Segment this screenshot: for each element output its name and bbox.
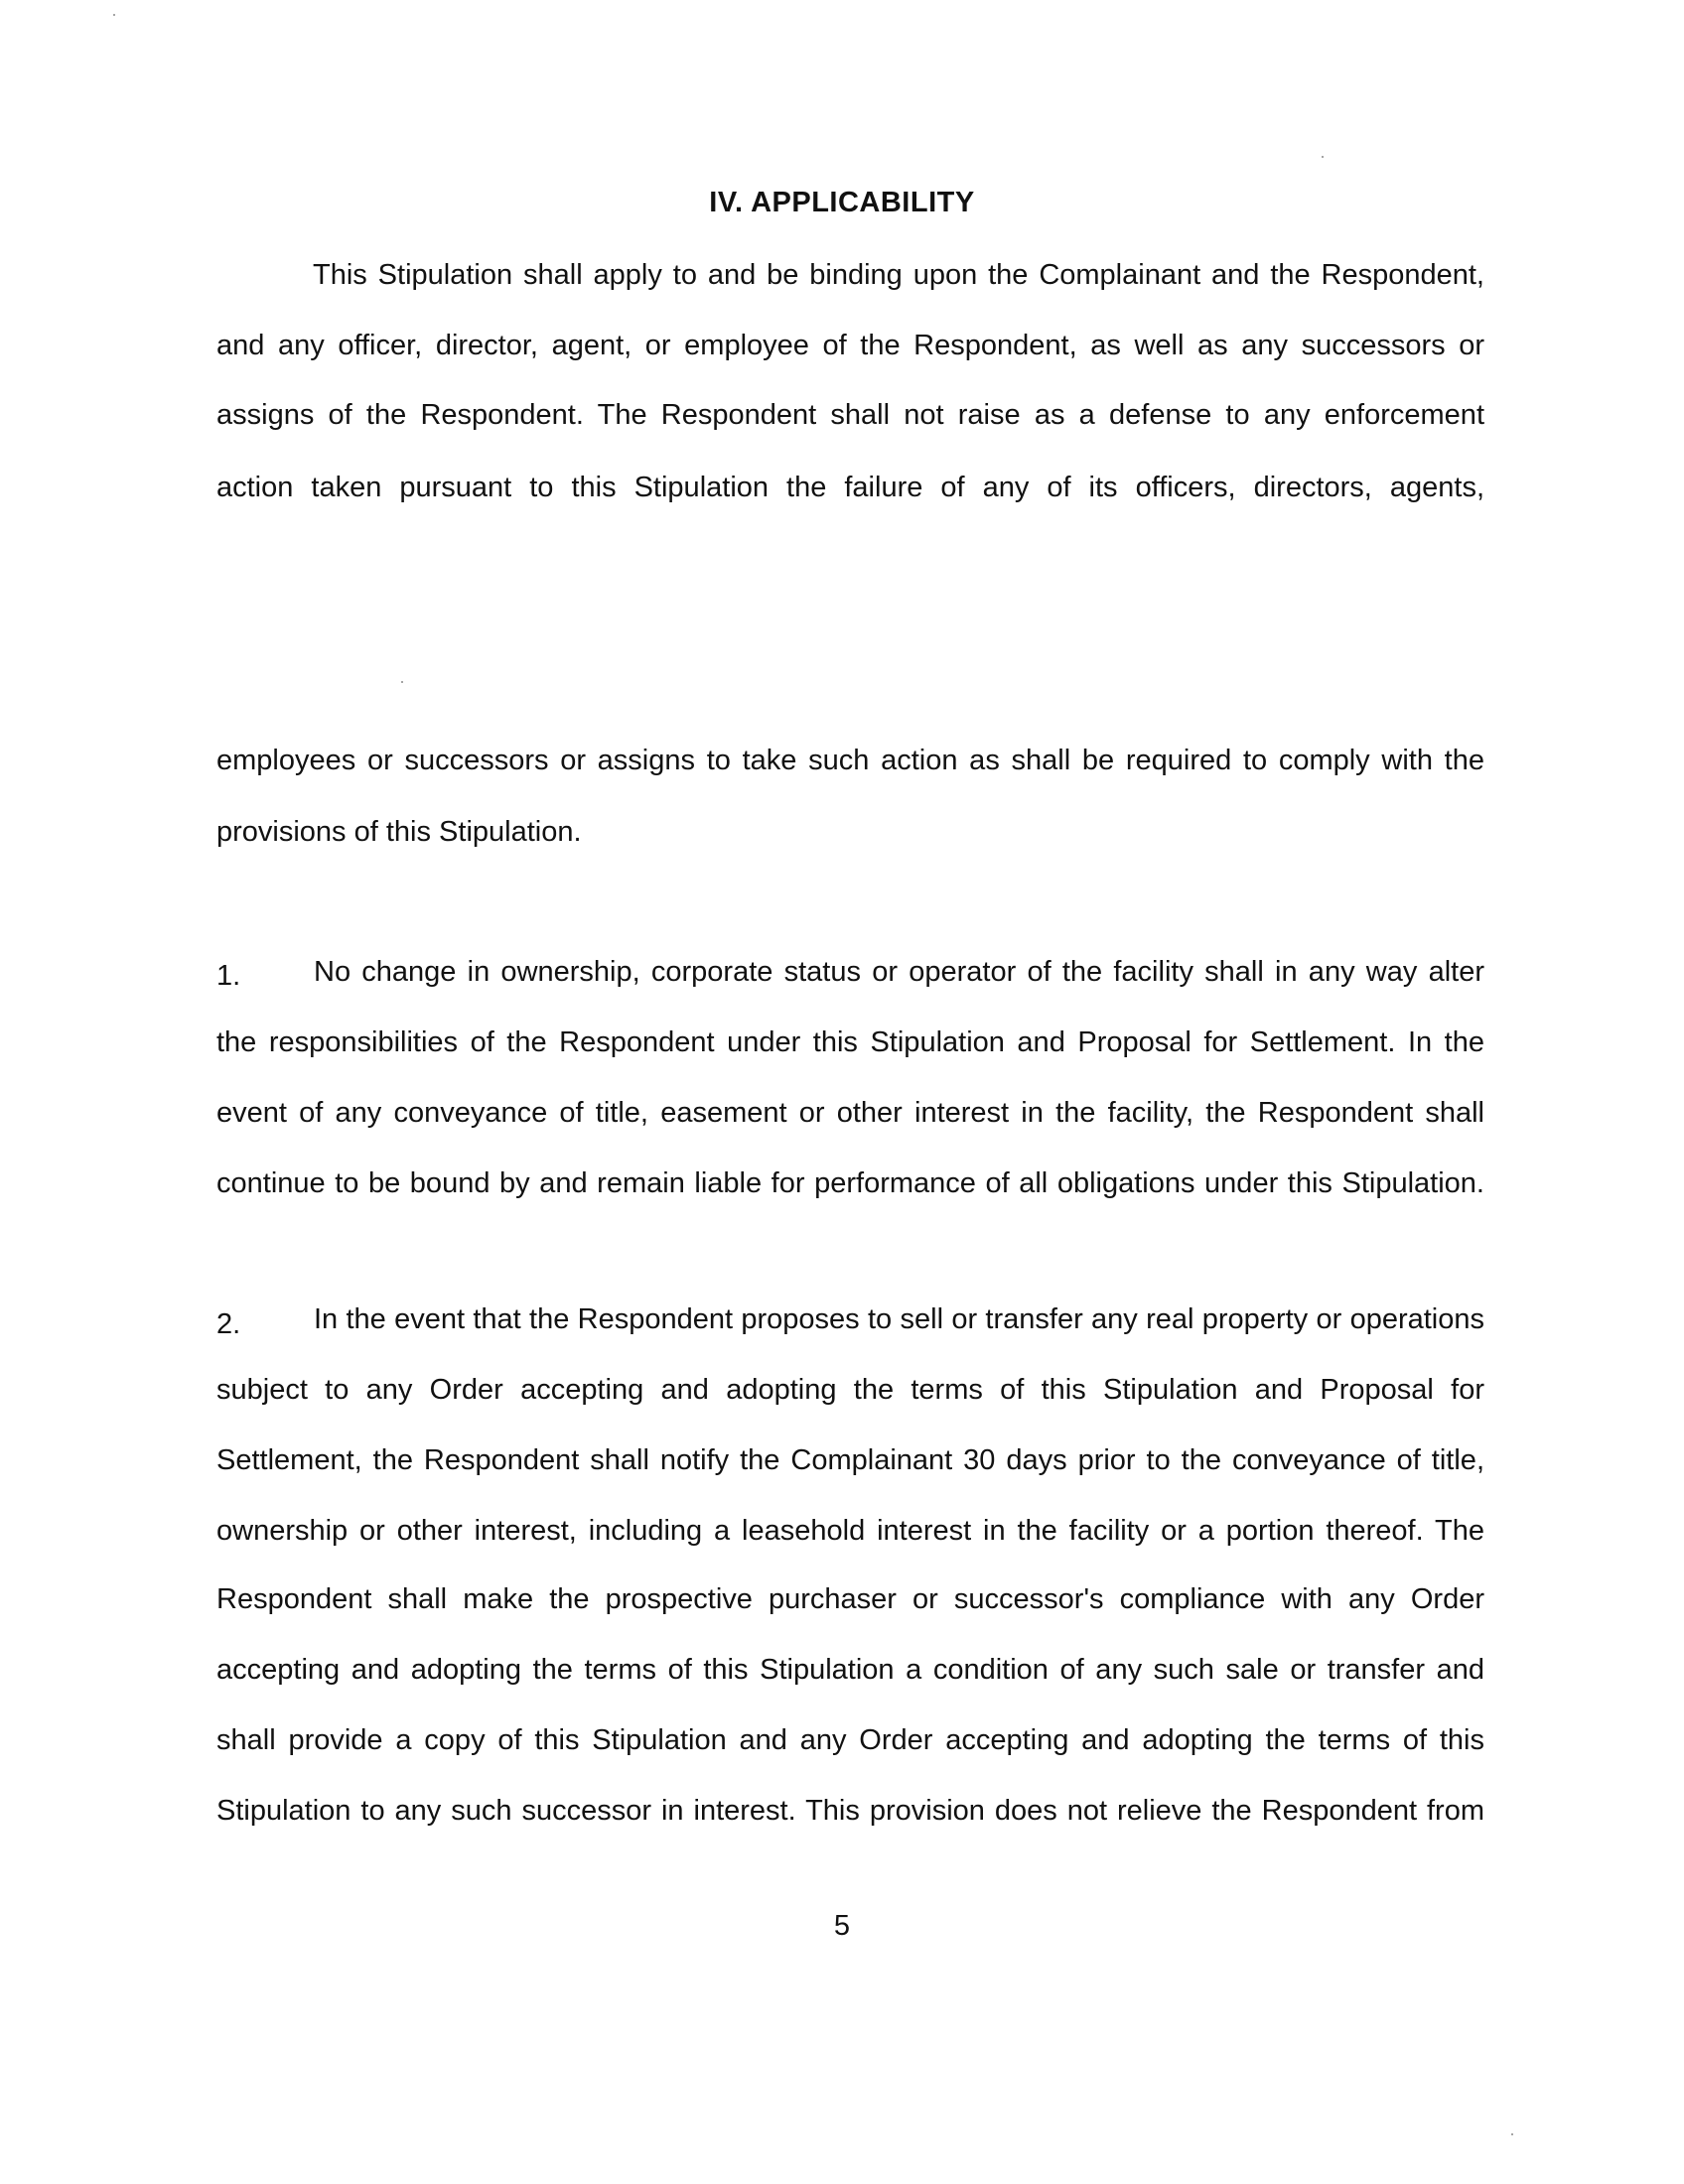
- paragraph-line: provisions of this Stipulation.: [216, 816, 582, 848]
- scan-speck: [113, 14, 115, 16]
- paragraph-line: action taken pursuant to this Stipulation the failure of any of its officers, directors, agents,: [216, 472, 1484, 503]
- item-line: In the event that the Respondent proposes to sell or transfer any real property or operations: [314, 1303, 1484, 1335]
- item-line: Settlement, the Respondent shall notify the Complainant 30 days prior to the conveyance of title,: [216, 1444, 1484, 1476]
- item-line: event of any conveyance of title, easement or other interest in the facility, the Respondent shall: [216, 1097, 1484, 1129]
- paragraph-line: This Stipulation shall apply to and be binding upon the Complainant and the Respondent,: [313, 259, 1484, 291]
- scan-speck: [1511, 2133, 1513, 2135]
- item-number: 2.: [216, 1308, 241, 1340]
- paragraph-line: employees or successors or assigns to take such action as shall be required to comply with the: [216, 745, 1484, 776]
- item-line: accepting and adopting the terms of this Stipulation a condition of any such sale or transfer and: [216, 1654, 1484, 1686]
- paragraph-line: assigns of the Respondent. The Respondent shall not raise as a defense to any enforcement: [216, 399, 1484, 431]
- section-heading: IV. APPLICABILITY: [709, 187, 975, 218]
- item-line: Respondent shall make the prospective purchaser or successor's compliance with any Order: [216, 1583, 1484, 1615]
- item-line: continue to be bound by and remain liable for performance of all obligations under this Stipulation.: [216, 1167, 1484, 1199]
- item-line: subject to any Order accepting and adopting the terms of this Stipulation and Proposal for: [216, 1374, 1484, 1406]
- item-line: No change in ownership, corporate status or operator of the facility shall in any way alter: [314, 956, 1484, 988]
- item-line: Stipulation to any such successor in interest. This provision does not relieve the Respondent from: [216, 1795, 1484, 1827]
- page-number: 5: [833, 1910, 851, 1942]
- item-line: ownership or other interest, including a leasehold interest in the facility or a portion thereof. The: [216, 1515, 1484, 1547]
- item-line: shall provide a copy of this Stipulation and any Order accepting and adopting the terms of this: [216, 1724, 1484, 1756]
- paragraph-line: and any officer, director, agent, or employee of the Respondent, as well as any successors or: [216, 330, 1484, 361]
- item-line: the responsibilities of the Respondent under this Stipulation and Proposal for Settlement. In the: [216, 1026, 1484, 1058]
- scan-speck: [401, 681, 403, 683]
- item-number: 1.: [216, 960, 241, 992]
- scan-speck: [1322, 156, 1324, 158]
